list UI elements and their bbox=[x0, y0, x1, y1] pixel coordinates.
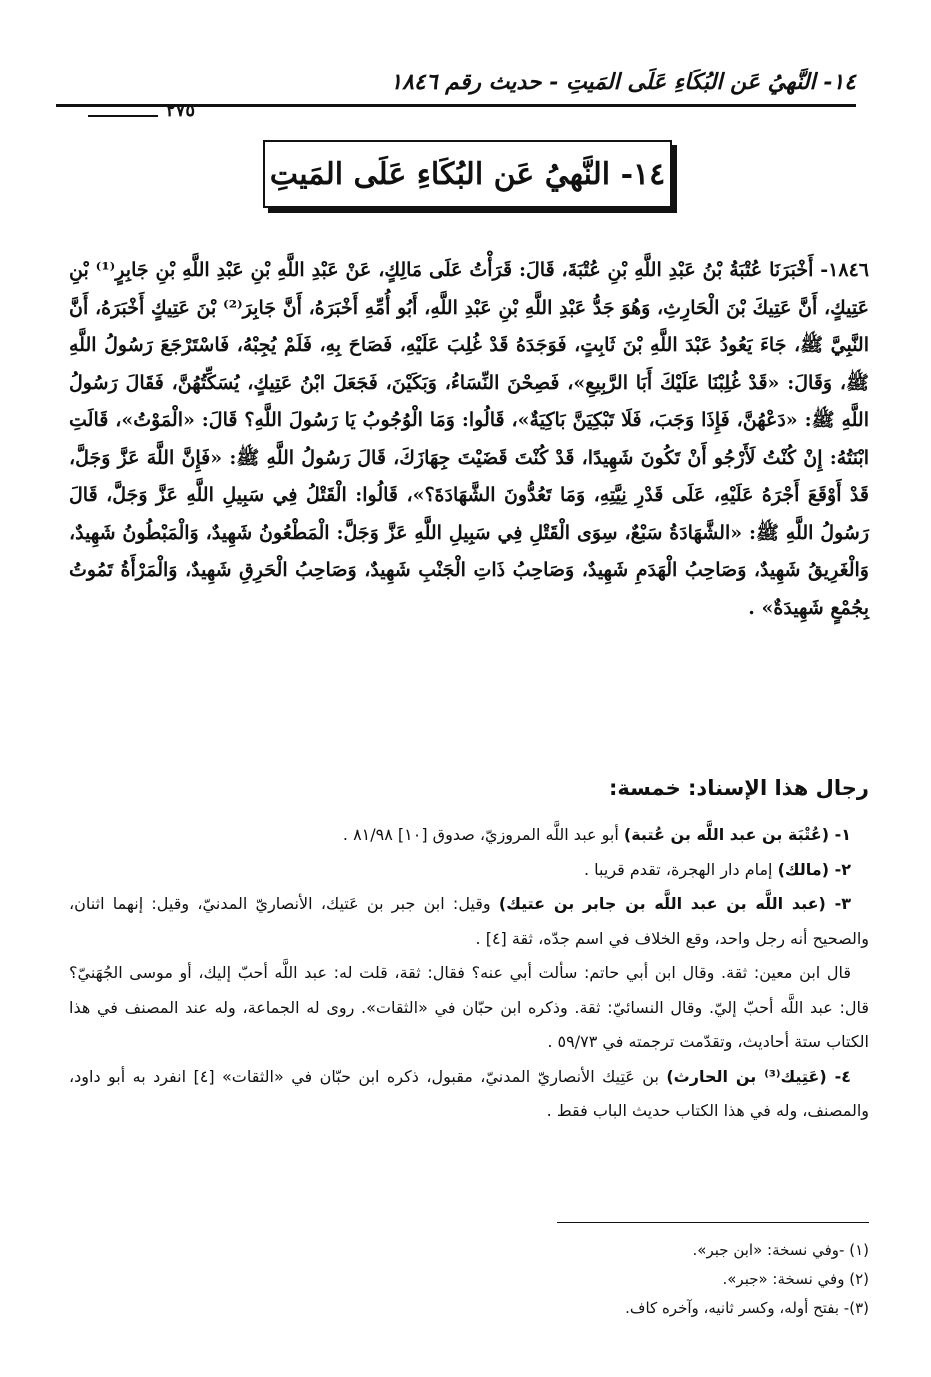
narrator-entry-2 bbox=[69, 853, 869, 888]
running-head: ١٤- النَّهيُ عَن البُكَاءِ عَلَى المَيتِ - حديث رقم ١٨٤٦ bbox=[390, 69, 856, 95]
narrator-entry-3 bbox=[69, 887, 869, 956]
narrator-name: ٢- (مالك) bbox=[777, 859, 851, 879]
footnote-1: (١) -وفي نسخة: «ابن جبر». bbox=[692, 1241, 869, 1259]
page-number-block bbox=[88, 100, 248, 122]
footnote-rule bbox=[557, 1222, 869, 1223]
narrator-entry-4 bbox=[69, 1060, 869, 1129]
narrators-heading: رجال هذا الإسناد: خمسة: bbox=[609, 776, 869, 800]
footnote-3: (٣)- بفتح أوله، وكسر ثانيه، وآخره كاف. bbox=[625, 1299, 869, 1317]
narrators-section bbox=[69, 818, 869, 1129]
narrator-entry-3-details: قال ابن معين: ثقة. وقال ابن أبي حاتم: سألت أبي عنه؟ فقال: ثقة، قلت له: عبد اللَّه أحبّ إليك، أو موسى الجُهَنيّ؟ قال: عبد اللَّه أحبّ إليّ. وقال النسائيّ: ثقة. وذكره ابن حبّان في «الثقات». روى له الجماعة، وله عند المصنف في هذا الكتاب ستة أحاديث، وتقدّمت ترجمته في ٥٩/٧٣ . bbox=[69, 963, 869, 1051]
narrator-description: وقيل: ابن جبر بن عَتيك، الأنصاريّ المدنيّ، وقيل: إنهما اثنان، والصحيح أنه رجل واحد، وقع الخلاف في اسم جدّه، ثقة [٤] . bbox=[69, 894, 869, 948]
footnote-2: (٢) وفي نسخة: «جبر». bbox=[722, 1270, 869, 1288]
page-number-ornament bbox=[88, 105, 158, 117]
narrator-name: ٤- (عَتِيك⁽³⁾ بن الحارث) bbox=[666, 1066, 852, 1086]
narrator-name: ١- (عُتْبَة بن عبد اللَّه بن عُتبة) bbox=[623, 825, 851, 844]
narrator-description: أبو عبد اللَّه المروزيّ، صدوق [١٠] ٨١/٩٨ . bbox=[342, 825, 624, 844]
chapter-title: ١٤- النَّهيُ عَن البُكَاءِ عَلَى المَيتِ bbox=[269, 156, 666, 192]
narrator-description: بن عَتِيك الأنصاريّ المدنيّ، مقبول، ذكره ابن حبّان في «الثقات» [٤] انفرد به أبو داود، والمصنف، وله في هذا الكتاب حديث الباب فقط . bbox=[69, 1066, 869, 1120]
footnotes bbox=[69, 1236, 869, 1323]
narrator-name: ٣- (عبد اللَّه بن عبد اللَّه بن جابر بن عتيك) bbox=[498, 894, 851, 913]
page-number: ٢٧٥ bbox=[166, 100, 196, 121]
narrator-description: إمام دار الهجرة، تقدم قريبا . bbox=[584, 859, 778, 879]
narrator-entry-1 bbox=[69, 818, 869, 853]
hadith-text: ١٨٤٦- أَخْبَرَنَا عُتْبَةُ بْنُ عَبْدِ اللَّهِ بْنِ عُتْبَةَ، قَالَ: قَرَأْتُ عَلَى مَالِكٍ، عَنْ عَبْدِ اللَّهِ بْنِ عَبْدِ اللَّهِ بْنِ جَابِرٍ⁽¹⁾ بْنِ عَتِيكٍ، أَنَّ عَتِيكَ بْنَ الْحَارِثِ، وَهُوَ جَدُّ عَبْدِ اللَّهِ بْنِ عَبْدِ اللَّهِ، أَبُو أُمِّهِ أَخْبَرَهُ، أَنَّ جَابِرَ⁽²⁾ بْنَ عَتِيكٍ أَخْبَرَهُ، أَنَّ النَّبِيَّ ﷺ، جَاءَ يَعُودُ عَبْدَ اللَّهِ بْنَ ثَابِتٍ، فَوَجَدَهُ قَدْ غُلِبَ عَلَيْهِ، فَصَاحَ بِهِ، فَلَمْ يُجِبْهُ، فَاسْتَرْجَعَ رَسُولُ اللَّهِ ﷺ، وَقَالَ: «قَدْ غُلِبْنَا عَلَيْكَ أَبَا الرَّبِيعِ»، فَصِحْنَ النِّسَاءُ، وَبَكَيْنَ، فَجَعَلَ ابْنُ عَتِيكٍ، يُسَكِّتُهُنَّ، فَقَالَ رَسُولُ اللَّهِ ﷺ: «دَعْهُنَّ، فَإِذَا وَجَبَ، فَلَا تَبْكِيَنَّ بَاكِيَةٌ»، قَالُوا: وَمَا الْوُجُوبُ يَا رَسُولَ اللَّهِ؟ قَالَ: «الْمَوْتُ»، قَالَتِ ابْنَتُهُ: إِنْ كُنْتُ لَأَرْجُو أَنْ تَكُونَ شَهِيدًا، قَدْ كُنْتَ قَضَيْتَ جِهَازَكَ، قَالَ رَسُولُ اللَّهِ ﷺ: «فَإِنَّ اللَّهَ عَزَّ وَجَلَّ، قَدْ أَوْقَعَ أَجْرَهُ عَلَيْهِ، عَلَى قَدْرِ نِيَّتِهِ، وَمَا تَعُدُّونَ الشَّهَادَةَ؟»، قَالُوا: الْقَتْلُ فِي سَبِيلِ اللَّهِ عَزَّ وَجَلَّ، قَالَ رَسُولُ اللَّهِ ﷺ: «الشَّهَادَةُ سَبْعٌ، سِوَى الْقَتْلِ فِي سَبِيلِ اللَّهِ عَزَّ وَجَلَّ: الْمَطْعُونُ شَهِيدٌ، وَالْمَبْطُونُ شَهِيدٌ، وَالْغَرِيقُ شَهِيدٌ، وَصَاحِبُ الْهَدَمِ شَهِيدٌ، وَصَاحِبُ ذَاتِ الْجَنْبِ شَهِيدٌ، وَصَاحِبُ الْحَرِقِ شَهِيدٌ، وَالْمَرْأَةُ تَمُوتُ بِجُمْعٍ شَهِيدَةٌ» . bbox=[69, 259, 869, 619]
chapter-title-box bbox=[263, 140, 672, 208]
